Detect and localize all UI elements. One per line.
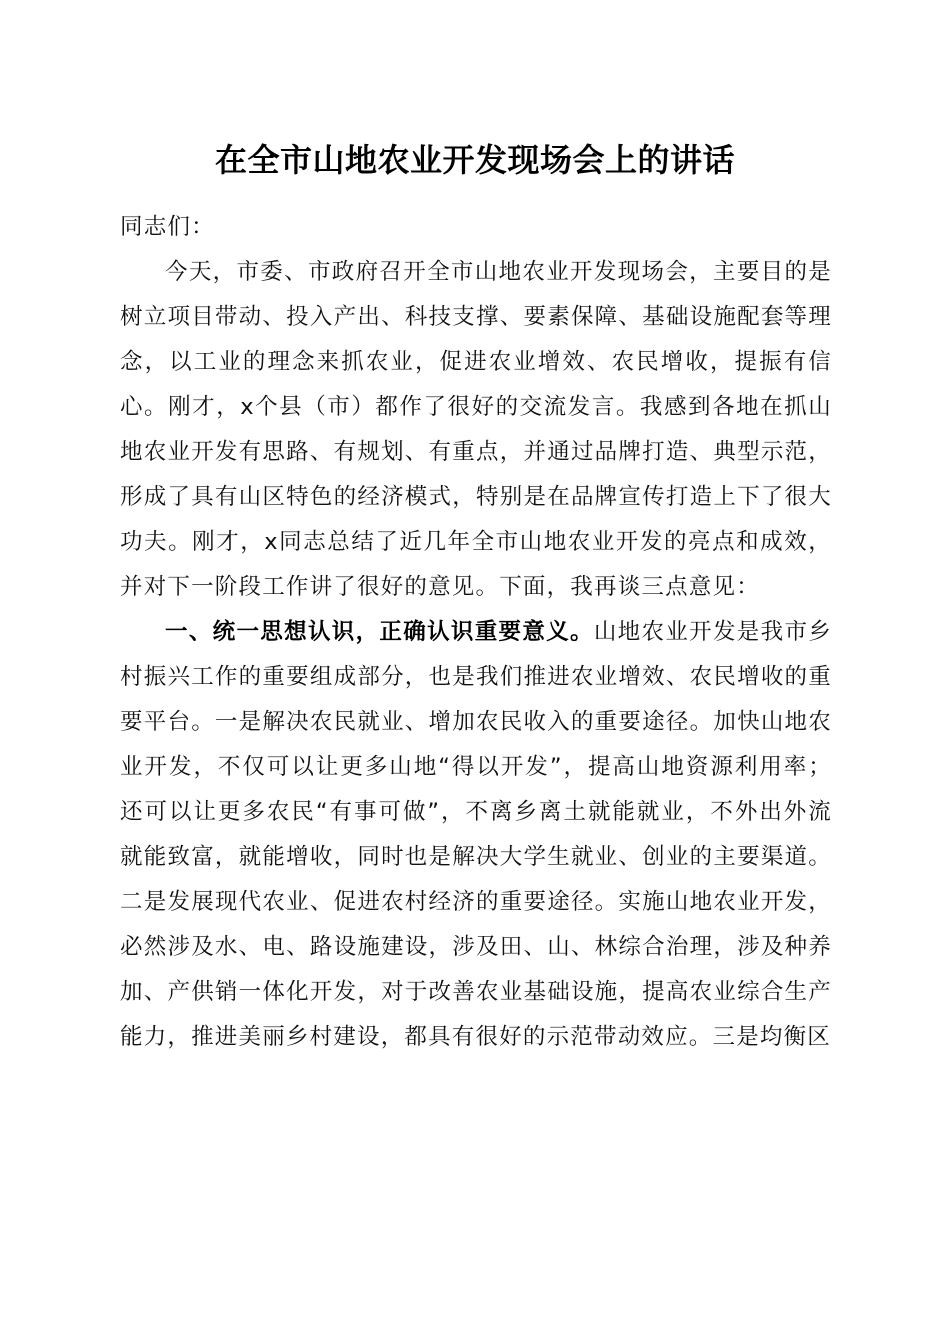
section-one-text: 山地农业开发是我市乡村振兴工作的重要组成部分，也是我们推进农业增效、农民增收的重要平台。一是解决农民就业、增加农民收入的重要途径。加快山地农业开发，不仅可以让更多山地“得以开发”，提高山地资源利用率；还可以让更多农民“有事可做”，不离乡离土就能就业，不外出外流就能致富，就能增收，同时也是解决大学生就业、创业的主要渠道。二是发展现代农业、促进农村经济的重要途径。实施山地农业开发，必然涉及水、电、路设施建设，涉及田、山、林综合治理，涉及种养加、产供销一体化开发，对于改善农业基础设施，提高农业综合生产能力，推进美丽乡村建设，都具有很好的示范带动效应。三是均衡区 — [120, 619, 832, 1050]
document-title: 在全市山地农业开发现场会上的讲话 — [214, 141, 735, 179]
section-one-heading: 一、统一思想认识，正确认识重要意义。 — [165, 619, 594, 645]
section-one-paragraph — [120, 610, 832, 1060]
document-body — [120, 205, 832, 1060]
salutation: 同志们： — [120, 214, 215, 240]
opening-paragraph: 今天，市委、市政府召开全市山地农业开发现场会，主要目的是树立项目带动、投入产出、科技支撑、要素保障、基础设施配套等理念，以工业的理念来抓农业，促进农业增效、农民增收，提振有信心。刚才，x个县（市）都作了很好的交流发言。我感到各地在抓山地农业开发有思路、有规划、有重点，并通过品牌打造、典型示范，形成了具有山区特色的经济模式，特别是在品牌宣传打造上下了很大功夫。刚才，x同志总结了近几年全市山地农业开发的亮点和成效，并对下一阶段工作讲了很好的意见。下面，我再谈三点意见： — [120, 259, 832, 600]
